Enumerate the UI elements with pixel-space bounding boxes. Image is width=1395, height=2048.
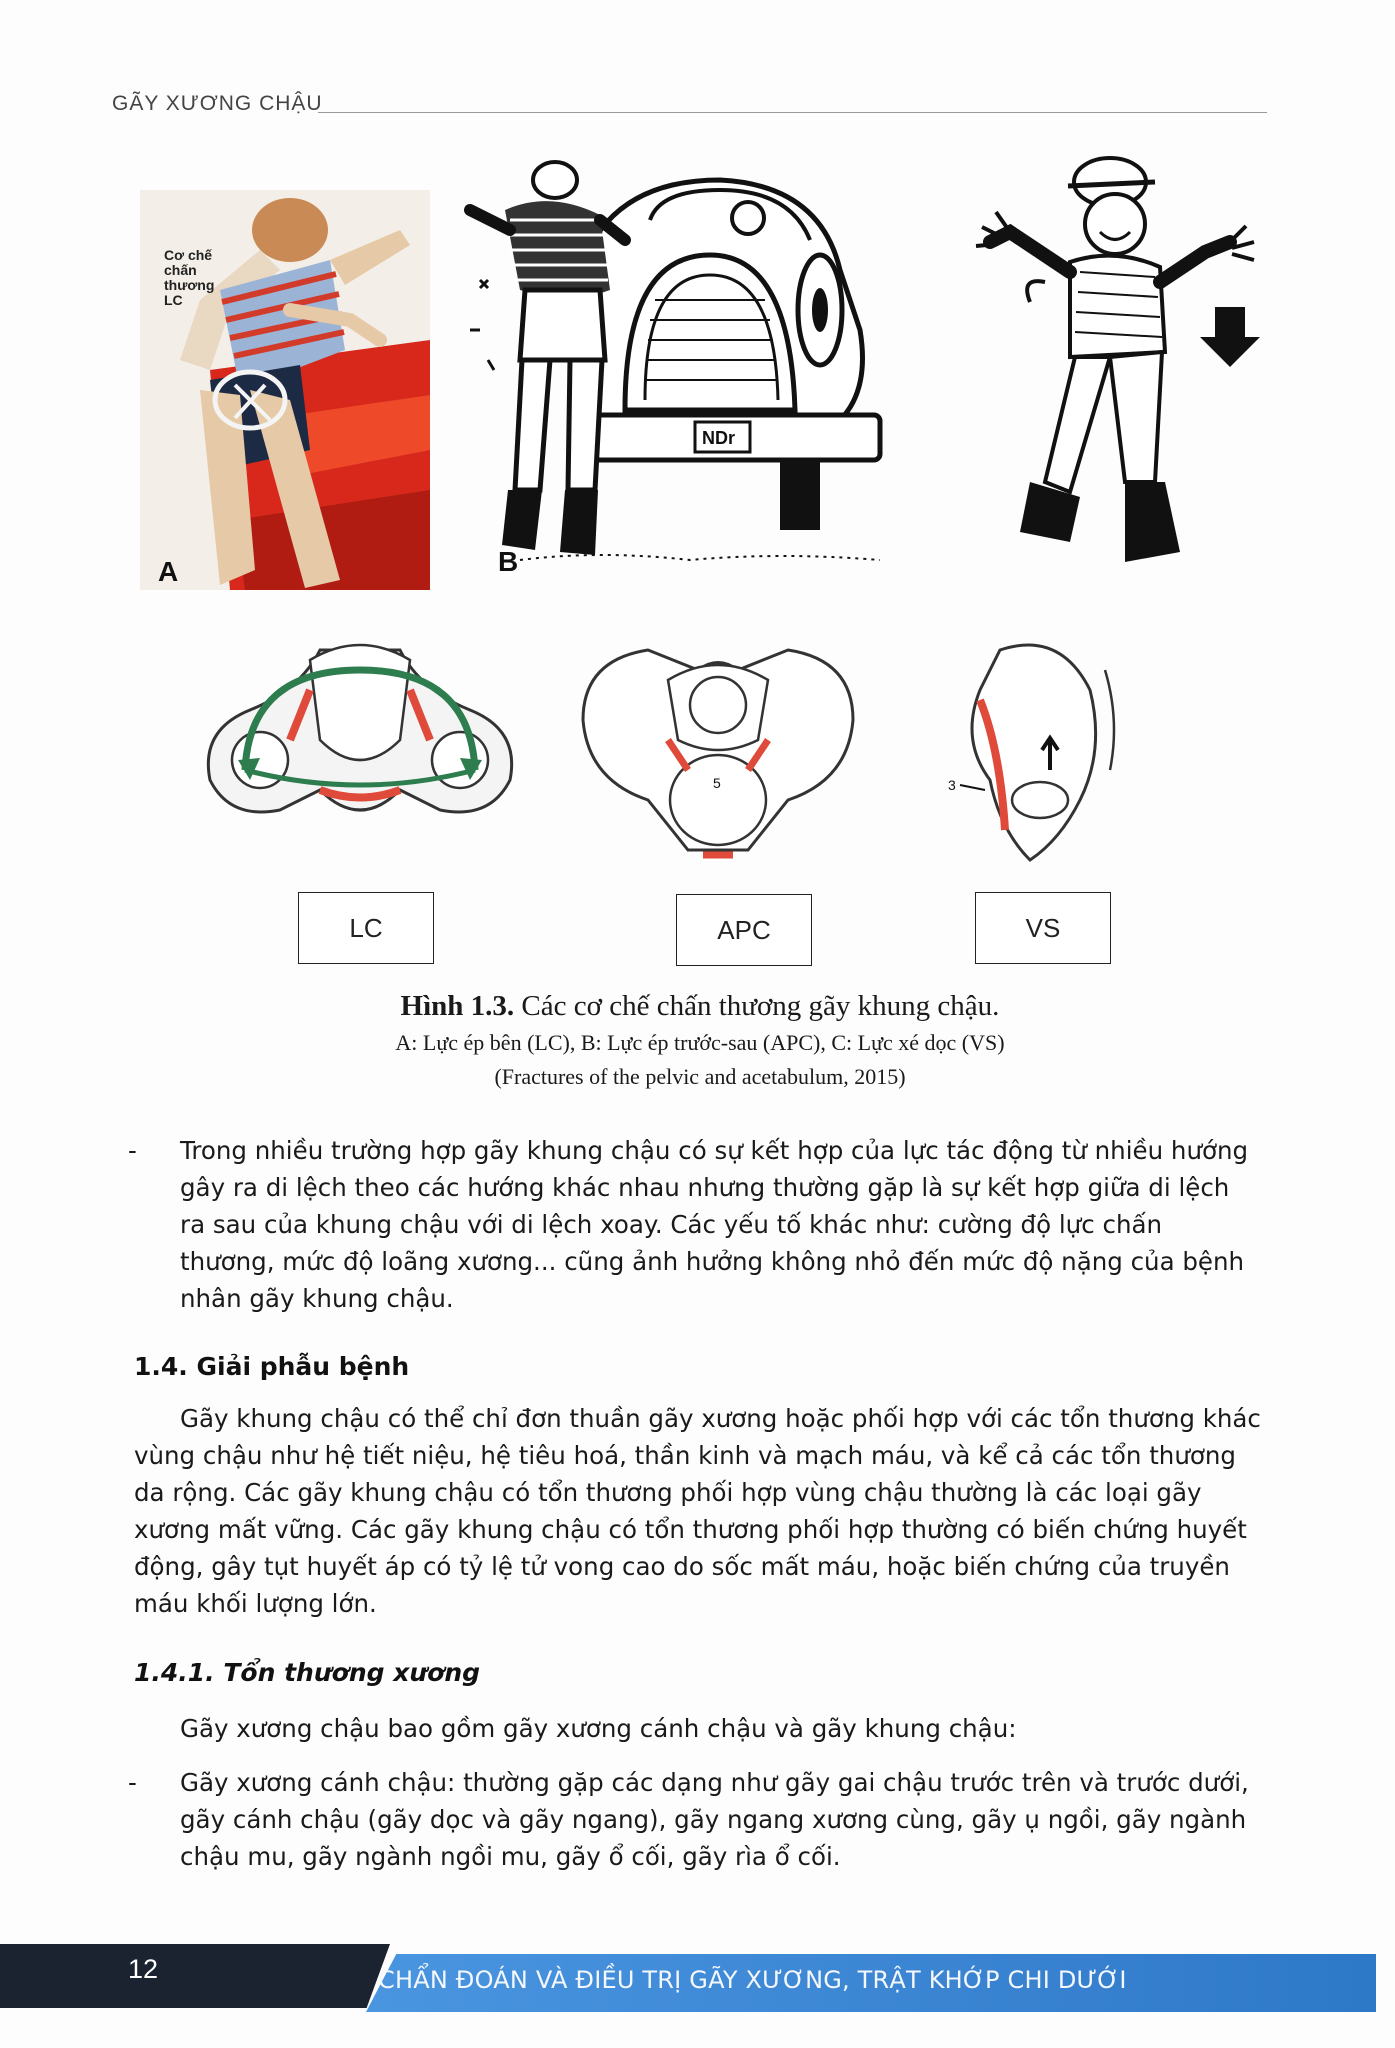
footer-page-band bbox=[0, 1944, 390, 2008]
license-plate-text: NDr bbox=[702, 428, 736, 448]
footer-book-title: CHẨN ĐOÁN VÀ ĐIỀU TRỊ GÃY XƯƠNG, TRẬT KHỚP CHI DƯỚI bbox=[378, 1966, 1127, 1994]
bullet-paragraph-2 bbox=[128, 1764, 1262, 1875]
apc-pelvis-diagram bbox=[568, 630, 868, 870]
vs-number-label: 3 bbox=[948, 777, 956, 793]
label-box-vs: VS bbox=[975, 892, 1111, 964]
caption-title: Các cơ chế chấn thương gãy khung chậu. bbox=[521, 990, 1000, 1022]
caption-line-2: A: Lực ép bên (LC), B: Lực ép trước-sau (APC), C: Lực xé dọc (VS) bbox=[395, 1030, 1005, 1055]
page-footer bbox=[0, 1944, 1395, 2014]
caption-label: Hình 1.3. bbox=[400, 990, 515, 1022]
bullet-text-1: Trong nhiều trường hợp gãy khung chậu có sự kết hợp của lực tác động từ nhiều hướng gây ra di lệch theo các hướng khác nhau nhưng thường gặp là sự kết hợp giữa di lệch ra sau của khung chậu với di lệch xoay. Các yếu tố khác như: cường độ lực chấn thương, mức độ loãng xương... cũng ảnh hưởng không nhỏ đến mức độ nặng của bệnh nhân gãy khung chậu. bbox=[180, 1136, 1249, 1313]
figure-caption bbox=[200, 986, 1200, 1094]
label-box-apc: APC bbox=[676, 894, 812, 966]
bullet-paragraph-1 bbox=[128, 1132, 1262, 1317]
bullet-dash: - bbox=[128, 1136, 137, 1165]
paragraph-1-4: Gãy khung chậu có thể chỉ đơn thuần gãy xương hoặc phối hợp với các tổn thương khác vùng chậu như hệ tiết niệu, hệ tiêu hoá, thần kinh và mạch máu, và kể cả các tổn thương da rộng. Các gãy khung chậu có tổn thương phối hợp vùng chậu thường là các loại gãy xương mất vững. Các gãy khung chậu có tổn thương phối hợp thường có biến chứng huyết động, gây tụt huyết áp có tỷ lệ tử vong cao do sốc mất máu, hoặc biến chứng của truyền máu khối lượng lớn. bbox=[134, 1404, 1261, 1618]
vs-pelvis-diagram bbox=[940, 630, 1130, 880]
panel-c-illustration bbox=[950, 152, 1270, 592]
figure-1-3 bbox=[130, 152, 1270, 972]
header-rule bbox=[318, 112, 1267, 113]
panel-letter-b: B bbox=[498, 546, 519, 577]
panel-b-illustration bbox=[460, 160, 890, 570]
vertical-shear-illustration bbox=[950, 152, 1270, 592]
bullet-dash-2: - bbox=[128, 1768, 137, 1797]
caption-source: (Fractures of the pelvic and acetabulum, 2015) bbox=[494, 1064, 906, 1089]
anteroposterior-compression-illustration bbox=[460, 160, 890, 570]
running-header: GÃY XƯƠNG CHẬU bbox=[112, 92, 323, 115]
paragraph-1-4-1: Gãy xương chậu bao gồm gãy xương cánh chậu và gãy khung chậu: bbox=[180, 1714, 1017, 1743]
lateral-compression-pelvis-drawing bbox=[190, 630, 530, 860]
label-box-lc: LC bbox=[298, 892, 434, 964]
panel-a-photo bbox=[140, 190, 430, 590]
photo-caption: Cơ chế chấn thương LC bbox=[164, 247, 215, 308]
section-heading-1-4-1: 1.4.1. Tổn thương xương bbox=[134, 1658, 481, 1687]
page-number: 12 bbox=[128, 1954, 159, 1984]
panel-letter-c: C bbox=[1152, 528, 1173, 559]
vertical-shear-pelvis-drawing bbox=[940, 630, 1130, 880]
anteroposterior-compression-pelvis-drawing bbox=[568, 630, 868, 870]
apc-number-label: 5 bbox=[713, 775, 721, 791]
bullet-text-2: Gãy xương cánh chậu: thường gặp các dạng như gãy gai chậu trước trên và trước dưới, gãy cánh chậu (gãy dọc và gãy ngang), gãy ngang xương cùng, gãy ụ ngồi, gãy ngành chậu mu, gãy ngành ngồi mu, gãy ổ cối, gãy rìa ổ cối. bbox=[180, 1768, 1249, 1871]
lc-pelvis-diagram bbox=[190, 630, 530, 860]
section-heading-1-4: 1.4. Giải phẫu bệnh bbox=[134, 1352, 410, 1381]
panel-letter-a: A bbox=[158, 556, 179, 587]
